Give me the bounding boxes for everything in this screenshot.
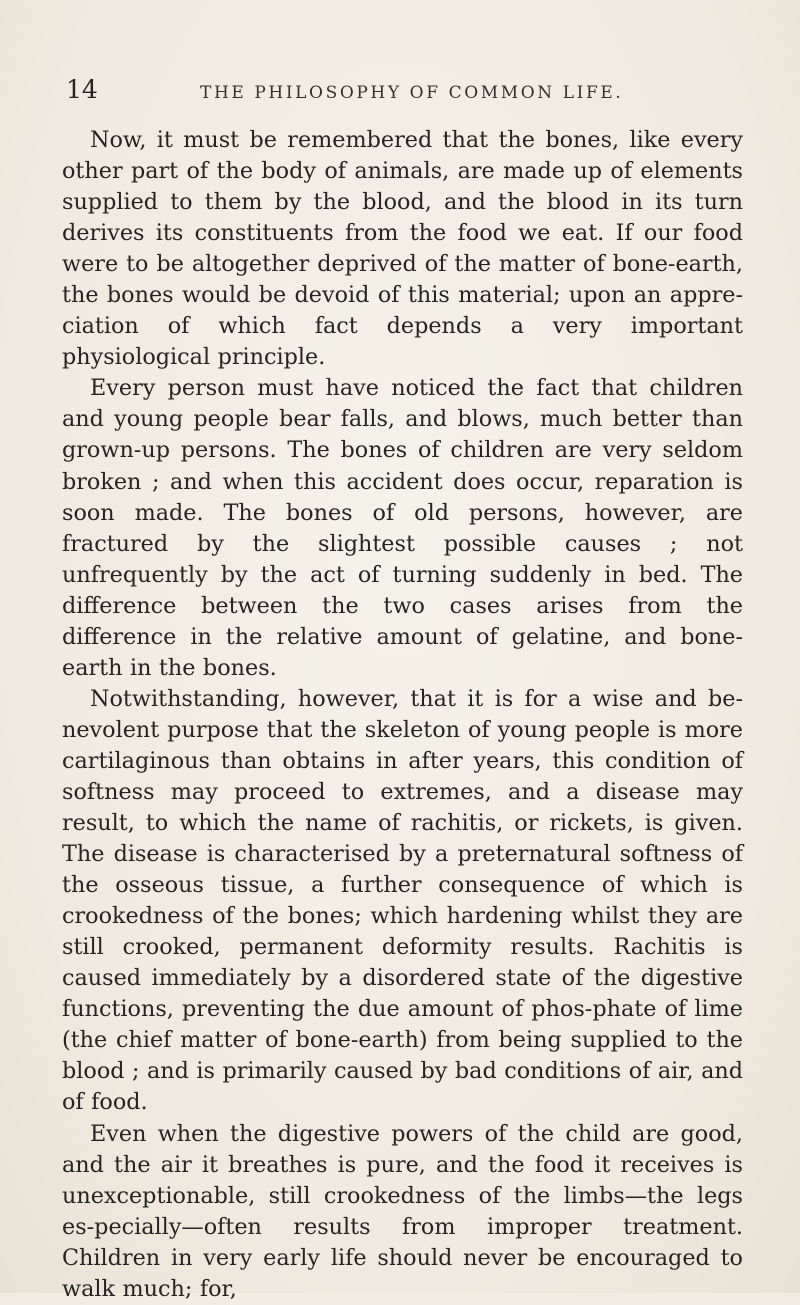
paragraph: Every person must have noticed the fact that children and young people bear falls, and blows, much better than grown-up persons. The bones of children are very seldom broken ; and when this accident does occur, reparation is soon made. The bones of old persons, however, are fractured by the slightest possible causes ; not unfrequently by the act of turning suddenly in bed. The difference between the two cases arises from the difference in the relative amount of gelatine, and bone-earth in the bones. <box>62 375 743 681</box>
paragraph: Now, it must be remembered that the bones, like every other part of the body of animals, are made up of elements supplied to them by the blood, and the blood in its turn derives its constituents from the food we eat. If our food were to be altogether deprived of the matter of bone-earth, the bones would be devoid of this material; upon an appre-ciation of which fact depends a very important physiological principle. <box>62 127 743 371</box>
page-number: 14 <box>66 75 98 104</box>
running-head: THE PHILOSOPHY OF COMMON LIFE. <box>200 83 624 103</box>
page-header <box>66 70 666 110</box>
body-text <box>62 125 743 1305</box>
paragraph: Even when the digestive powers of the child are good, and the air it breathes is pure, and the food it receives is unexceptionable, still crookedness of the limbs—the legs es-pecially—often results from improper treatment. Children in very early life should never be encouraged to walk much; for, <box>62 1120 743 1302</box>
paragraph: Notwithstanding, however, that it is for a wise and be-nevolent purpose that the skeleton of young people is more cartilaginous than obtains in after years, this condition of softness may proceed to extremes, and a disease may result, to which the name of rachitis, or rickets, is given. The disease is characterised by a preternatural softness of the osseous tissue, a further consequence of which is crookedness of the bones; which hardening whilst they are still crooked, permanent deformity results. Rachitis is caused immediately by a disordered state of the digestive functions, preventing the due amount of phos-phate of lime (the chief matter of bone-earth) from being supplied to the blood ; and is primarily caused by bad conditions of air, and of food. <box>62 685 743 1116</box>
